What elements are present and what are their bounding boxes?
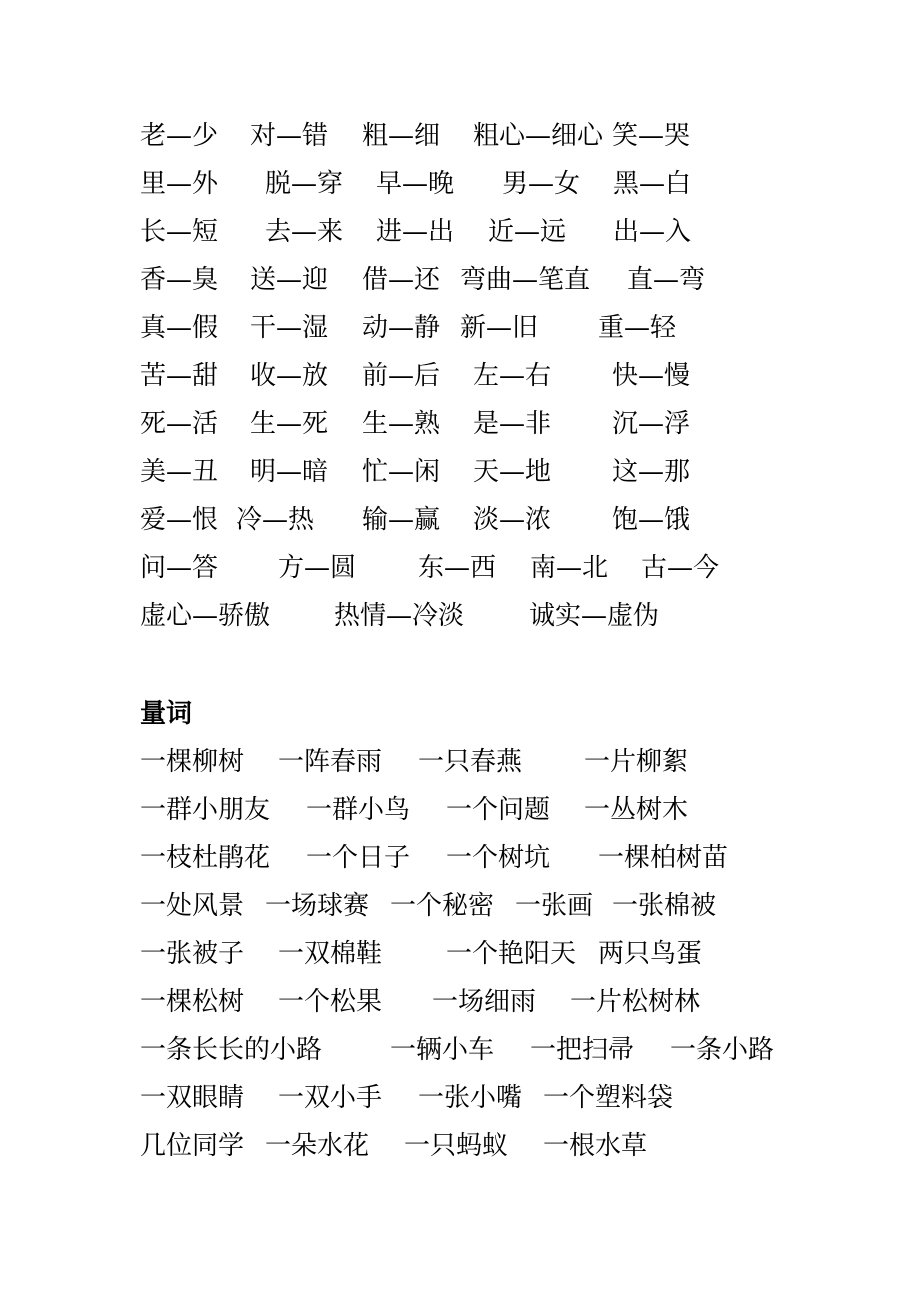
- antonym-pair: 真—假: [140, 313, 219, 343]
- measure-line: [0, 742, 920, 782]
- measure-phrase: 一个秘密: [390, 891, 495, 921]
- measure-phrase: 一枝杜鹃花: [140, 843, 271, 873]
- measure-phrase: 一棵柏树苗: [598, 843, 729, 873]
- measure-phrase: 一场细雨: [432, 987, 537, 1017]
- antonym-pair: 明—暗: [250, 457, 329, 487]
- antonym-pair: 问—答: [140, 553, 219, 583]
- antonym-pair: 对—错: [250, 121, 329, 151]
- measure-phrase: 一双小手: [278, 1083, 383, 1113]
- measure-phrase: 一片松树林: [570, 987, 701, 1017]
- antonym-pair: 左—右: [473, 361, 552, 391]
- antonym-pair: 古—今: [641, 553, 720, 583]
- antonym-pair: 新—旧: [460, 313, 539, 343]
- antonym-line: [0, 308, 920, 348]
- antonym-pair: 天—地: [473, 457, 552, 487]
- antonym-pair: 里—外: [140, 169, 219, 199]
- antonym-pair: 男—女: [502, 169, 581, 199]
- antonym-line: [0, 452, 920, 492]
- antonym-pair: 脱—穿: [265, 169, 344, 199]
- antonym-pair: 热情—冷淡: [334, 601, 465, 631]
- measure-phrase: 几位同学: [140, 1131, 245, 1161]
- measure-phrase: 一辆小车: [390, 1035, 495, 1065]
- antonym-line: [0, 596, 920, 636]
- antonym-pair: 苦—甜: [140, 361, 219, 391]
- measure-line: [0, 1126, 920, 1166]
- antonym-pair: 粗—细: [362, 121, 441, 151]
- antonym-pair: 死—活: [140, 409, 219, 439]
- measure-phrase: 一条长长的小路: [140, 1035, 323, 1065]
- measure-line: [0, 790, 920, 830]
- antonym-pair: 沉—浮: [612, 409, 691, 439]
- antonym-pair: 东—西: [418, 553, 497, 583]
- antonym-pair: 生—熟: [362, 409, 441, 439]
- antonym-pair: 这—那: [612, 457, 691, 487]
- antonym-line: [0, 116, 920, 156]
- antonym-pair: 出—入: [613, 217, 692, 247]
- measure-line: [0, 1078, 920, 1118]
- measure-phrase: 一片柳絮: [584, 747, 689, 777]
- antonym-pair: 动—静: [362, 313, 441, 343]
- antonym-pair: 爱—恨: [140, 505, 219, 535]
- measure-line: [0, 982, 920, 1022]
- measure-phrase: 一棵柳树: [140, 747, 245, 777]
- antonym-pair: 收—放: [250, 361, 329, 391]
- antonym-line: [0, 260, 920, 300]
- antonym-line: [0, 164, 920, 204]
- antonym-pair: 笑—哭: [612, 121, 691, 151]
- measure-phrase: 一朵水花: [265, 1131, 370, 1161]
- measure-phrase: 两只鸟蛋: [598, 939, 703, 969]
- antonym-pair: 南—北: [530, 553, 609, 583]
- measure-phrase: 一阵春雨: [278, 747, 383, 777]
- measure-phrase: 一群小鸟: [306, 795, 411, 825]
- measure-line: [0, 838, 920, 878]
- antonym-pair: 冷—热: [236, 505, 315, 535]
- antonym-pair: 早—晚: [376, 169, 455, 199]
- measure-phrase: 一把扫帚: [530, 1035, 635, 1065]
- antonym-pair: 香—臭: [140, 265, 219, 295]
- measure-phrase: 一个艳阳天: [446, 939, 577, 969]
- measure-phrase: 一丛树木: [584, 795, 689, 825]
- antonym-line: [0, 500, 920, 540]
- antonym-pair: 虚心—骄傲: [140, 601, 271, 631]
- measure-phrase: 一处风景: [140, 891, 245, 921]
- antonym-pair: 快—慢: [612, 361, 691, 391]
- measure-phrase: 一双眼睛: [140, 1083, 245, 1113]
- antonym-pair: 诚实—虚伪: [529, 601, 660, 631]
- antonym-pair: 前—后: [362, 361, 441, 391]
- antonym-line: [0, 404, 920, 444]
- measure-phrase: 一个塑料袋: [543, 1083, 674, 1113]
- measure-phrase: 一只蚂蚁: [404, 1131, 509, 1161]
- measure-line: [0, 886, 920, 926]
- antonym-pair: 干—湿: [250, 313, 329, 343]
- measure-phrase: 一群小朋友: [140, 795, 271, 825]
- measure-phrase: 一棵松树: [140, 987, 245, 1017]
- measure-phrase: 一个松果: [278, 987, 383, 1017]
- antonym-pair: 生—死: [250, 409, 329, 439]
- antonym-line: [0, 212, 920, 252]
- measure-phrase: 一条小路: [670, 1035, 775, 1065]
- measure-line: [0, 1030, 920, 1070]
- antonym-line: [0, 548, 920, 588]
- measure-phrase: 一张棉被: [612, 891, 717, 921]
- antonym-pair: 是—非: [473, 409, 552, 439]
- measure-line: [0, 934, 920, 974]
- measure-phrase: 一双棉鞋: [278, 939, 383, 969]
- antonym-pair: 去—来: [265, 217, 344, 247]
- measure-phrase: 一张画: [515, 891, 594, 921]
- antonym-pair: 粗心—细心: [473, 121, 604, 151]
- antonym-pair: 弯曲—笔直: [460, 265, 591, 295]
- antonym-pair: 老—少: [140, 121, 219, 151]
- antonym-pair: 重—轻: [598, 313, 677, 343]
- antonym-pair: 近—远: [488, 217, 567, 247]
- antonym-pair: 淡—浓: [473, 505, 552, 535]
- antonym-pair: 送—迎: [250, 265, 329, 295]
- measure-phrase: 一根水草: [543, 1131, 648, 1161]
- measure-phrase: 一张被子: [140, 939, 245, 969]
- measure-phrase: 一个问题: [446, 795, 551, 825]
- measure-phrase: 一张小嘴: [418, 1083, 523, 1113]
- antonym-pair: 长—短: [140, 217, 219, 247]
- section-heading-measure-words: 量词: [140, 699, 193, 729]
- antonym-pair: 进—出: [376, 217, 455, 247]
- antonym-pair: 忙—闲: [362, 457, 441, 487]
- antonym-line: [0, 356, 920, 396]
- antonym-pair: 饱—饿: [612, 505, 691, 535]
- antonym-pair: 方—圆: [278, 553, 357, 583]
- antonym-pair: 美—丑: [140, 457, 219, 487]
- measure-phrase: 一个树坑: [446, 843, 551, 873]
- antonym-pair: 黑—白: [613, 169, 692, 199]
- antonym-pair: 借—还: [362, 265, 441, 295]
- measure-phrase: 一场球赛: [265, 891, 370, 921]
- antonym-pair: 直—弯: [627, 265, 706, 295]
- measure-phrase: 一个日子: [306, 843, 411, 873]
- measure-phrase: 一只春燕: [418, 747, 523, 777]
- antonym-pair: 输—赢: [362, 505, 441, 535]
